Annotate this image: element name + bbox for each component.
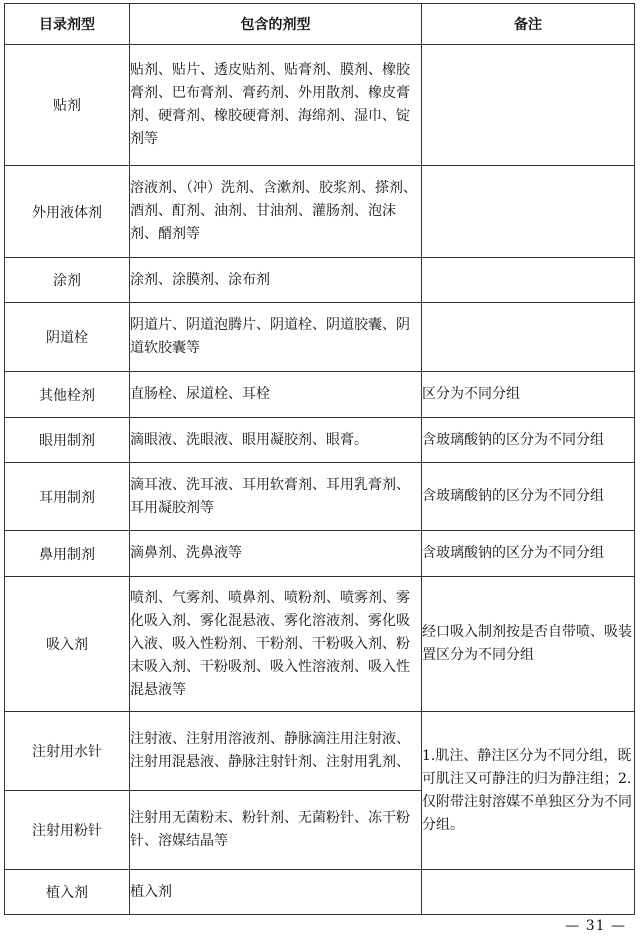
row-form-name: 植入剂: [5, 870, 130, 915]
row-included-forms: 涂剂、涂膜剂、涂布剂: [130, 258, 422, 303]
row-remarks: 区分为不同分组: [422, 372, 635, 418]
row-included-forms: 喷剂、气雾剂、喷鼻剂、喷粉剂、喷雾剂、雾化吸入剂、雾化混悬液、雾化溶液剂、雾化吸入液、吸入性粉剂、干粉剂、干粉吸入剂、粉末吸入剂、干粉吸剂、吸入性溶液剂、吸入性混悬液等: [130, 577, 422, 712]
header-included-forms: 包含的剂型: [130, 4, 422, 45]
row-remarks: [422, 870, 635, 915]
row-remarks: 经口吸入制剂按是否自带喷、吸装置区分为不同分组: [422, 577, 635, 712]
table-row: [5, 870, 635, 915]
page-number: — 31 —: [565, 918, 626, 934]
table-row: [5, 418, 635, 463]
row-remarks: 含玻璃酸钠的区分为不同分组: [422, 418, 635, 463]
row-remarks: 含玻璃酸钠的区分为不同分组: [422, 531, 635, 577]
header-catalog-form: 目录剂型: [5, 4, 130, 45]
row-remarks: [422, 45, 635, 166]
row-form-name: 贴剂: [5, 45, 130, 166]
table-row: [5, 712, 635, 791]
row-remarks: [422, 303, 635, 372]
row-form-name: 其他栓剂: [5, 372, 130, 418]
row-form-name: 耳用制剂: [5, 463, 130, 531]
row-included-forms: 滴鼻剂、洗鼻液等: [130, 531, 422, 577]
table-row: [5, 463, 635, 531]
row-included-forms: 溶液剂、（冲）洗剂、含漱剂、胶浆剂、搽剂、酒剂、酊剂、油剂、甘油剂、灌肠剂、泡沫剂、醑剂等: [130, 166, 422, 258]
row-included-forms: 阴道片、阴道泡腾片、阴道栓、阴道胶囊、阴道软胶囊等: [130, 303, 422, 372]
row-form-name: 注射用水针: [5, 712, 130, 791]
table-row: [5, 258, 635, 303]
row-included-forms: 注射用无菌粉末、粉针剂、无菌粉针、冻干粉针、溶媒结晶等: [130, 791, 422, 870]
row-included-forms: 直肠栓、尿道栓、耳栓: [130, 372, 422, 418]
row-form-name: 吸入剂: [5, 577, 130, 712]
table-row: [5, 303, 635, 372]
table-row: [5, 577, 635, 712]
row-remarks: 含玻璃酸钠的区分为不同分组: [422, 463, 635, 531]
row-remarks: 1.肌注、静注区分为不同分组，既可肌注又可静注的归为静注组；2.仅附带注射溶媒不单独区分为不同分组。: [422, 712, 635, 870]
row-form-name: 阴道栓: [5, 303, 130, 372]
row-remarks: [422, 258, 635, 303]
row-included-forms: 注射液、注射用溶液剂、静脉滴注用注射液、注射用混悬液、静脉注射针剂、注射用乳剂、: [130, 712, 422, 791]
row-form-name: 外用液体剂: [5, 166, 130, 258]
table-header-row: [5, 4, 635, 45]
row-form-name: 涂剂: [5, 258, 130, 303]
row-included-forms: 滴耳液、洗耳液、耳用软膏剂、耳用乳膏剂、耳用凝胶剂等: [130, 463, 422, 531]
table-row: [5, 372, 635, 418]
table-row: [5, 531, 635, 577]
row-included-forms: 滴眼液、洗眼液、眼用凝胶剂、眼膏。: [130, 418, 422, 463]
row-remarks: [422, 166, 635, 258]
dosage-form-table: [4, 3, 635, 915]
table-row: [5, 166, 635, 258]
table-row: [5, 45, 635, 166]
row-form-name: 鼻用制剂: [5, 531, 130, 577]
header-remarks: 备注: [422, 4, 635, 45]
row-form-name: 眼用制剂: [5, 418, 130, 463]
row-included-forms: 植入剂: [130, 870, 422, 915]
row-form-name: 注射用粉针: [5, 791, 130, 870]
row-included-forms: 贴剂、贴片、透皮贴剂、贴膏剂、膜剂、橡胶膏剂、巴布膏剂、膏药剂、外用散剂、橡皮膏剂、硬膏剂、橡胶硬膏剂、海绵剂、湿巾、锭剂等: [130, 45, 422, 166]
